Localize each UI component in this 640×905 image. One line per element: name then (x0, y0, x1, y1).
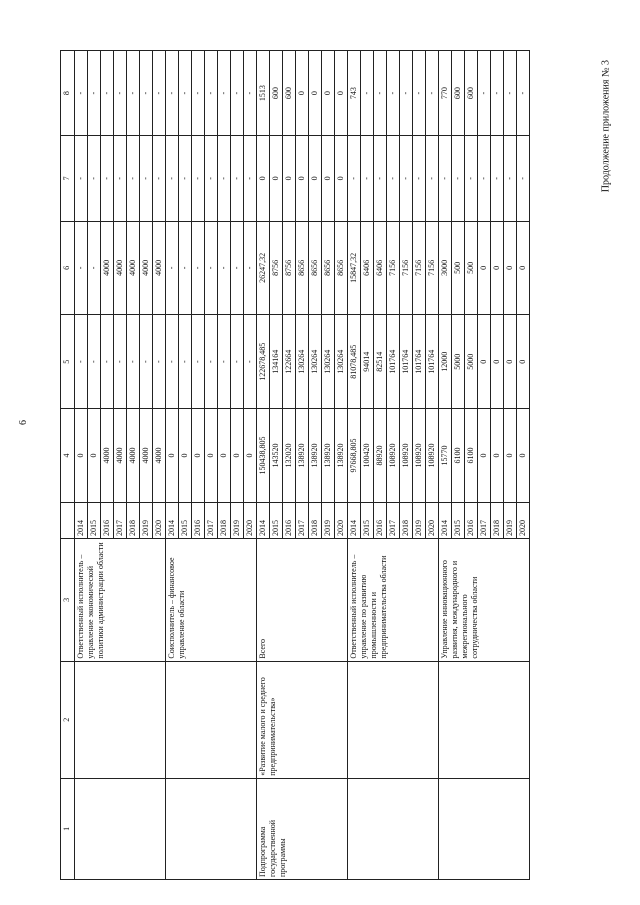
value-cell: - (439, 136, 452, 221)
value-cell: 7156 (426, 221, 439, 315)
value-cell: - (218, 51, 231, 136)
value-cell: - (205, 315, 218, 409)
value-cell: 94014 (361, 315, 374, 409)
value-cell: 8656 (296, 221, 309, 315)
value-cell: 600 (283, 51, 296, 136)
value-cell: - (101, 51, 114, 136)
year-cell: 2019 (140, 502, 153, 538)
value-cell: 130264 (309, 315, 322, 409)
value-cell: 4000 (101, 221, 114, 315)
value-cell: - (413, 136, 426, 221)
value-cell: 132020 (283, 409, 296, 503)
value-cell: 600 (465, 51, 478, 136)
value-cell: - (166, 136, 179, 221)
value-cell: - (75, 51, 88, 136)
value-cell: 500 (465, 221, 478, 315)
value-cell: - (426, 51, 439, 136)
year-cell: 2016 (192, 502, 205, 538)
col-header-2: 2 (61, 661, 75, 778)
value-cell: - (231, 51, 244, 136)
value-cell: - (361, 51, 374, 136)
executor-cell: Ответственный исполнитель – управление экономической политики администрации области (75, 539, 166, 662)
value-cell: 0 (491, 221, 504, 315)
program-type-cell (439, 778, 530, 879)
value-cell: 0 (478, 409, 491, 503)
value-cell: - (218, 315, 231, 409)
value-cell: - (166, 315, 179, 409)
value-cell: 88920 (374, 409, 387, 503)
year-cell: 2015 (361, 502, 374, 538)
year-cell: 2014 (257, 502, 270, 538)
year-cell: 2018 (309, 502, 322, 538)
value-cell: - (504, 136, 517, 221)
year-cell: 2019 (231, 502, 244, 538)
value-cell: 4000 (153, 221, 166, 315)
value-cell: 122678,485 (257, 315, 270, 409)
year-cell: 2019 (322, 502, 335, 538)
program-name-cell (75, 661, 166, 778)
value-cell: - (205, 51, 218, 136)
value-cell: 0 (296, 51, 309, 136)
value-cell: - (75, 136, 88, 221)
value-cell: 0 (517, 221, 530, 315)
value-cell: 108920 (387, 409, 400, 503)
value-cell: - (88, 51, 101, 136)
value-cell: - (88, 221, 101, 315)
value-cell: - (153, 315, 166, 409)
year-cell: 2014 (75, 502, 88, 538)
table-row (166, 51, 179, 880)
value-cell: - (244, 136, 257, 221)
value-cell: 7156 (387, 221, 400, 315)
year-cell: 2019 (504, 502, 517, 538)
value-cell: 8656 (322, 221, 335, 315)
col-header-6: 6 (61, 221, 75, 315)
value-cell: 0 (205, 409, 218, 503)
col-header-4: 4 (61, 409, 75, 503)
value-cell: 8756 (283, 221, 296, 315)
value-cell: 122664 (283, 315, 296, 409)
year-cell: 2015 (179, 502, 192, 538)
value-cell: 101764 (400, 315, 413, 409)
value-cell: 8656 (309, 221, 322, 315)
budget-table (60, 50, 530, 880)
value-cell: 0 (192, 409, 205, 503)
value-cell: 101764 (426, 315, 439, 409)
value-cell: - (192, 221, 205, 315)
value-cell: 101764 (387, 315, 400, 409)
value-cell: - (231, 136, 244, 221)
year-cell: 2020 (517, 502, 530, 538)
value-cell: - (75, 315, 88, 409)
value-cell: - (127, 136, 140, 221)
value-cell: - (244, 221, 257, 315)
value-cell: 0 (504, 409, 517, 503)
year-cell: 2017 (387, 502, 400, 538)
value-cell: 0 (257, 136, 270, 221)
year-cell: 2017 (114, 502, 127, 538)
value-cell: - (101, 315, 114, 409)
value-cell: 4000 (101, 409, 114, 503)
value-cell: 0 (322, 136, 335, 221)
value-cell: - (179, 136, 192, 221)
value-cell: 82514 (374, 315, 387, 409)
value-cell: - (231, 221, 244, 315)
year-cell: 2017 (296, 502, 309, 538)
year-cell: 2016 (374, 502, 387, 538)
value-cell: - (491, 51, 504, 136)
value-cell: - (517, 51, 530, 136)
value-cell: - (205, 221, 218, 315)
value-cell: 0 (179, 409, 192, 503)
value-cell: 97668,805 (348, 409, 361, 503)
value-cell: - (114, 136, 127, 221)
value-cell: 5000 (452, 315, 465, 409)
value-cell: - (153, 51, 166, 136)
value-cell: - (426, 136, 439, 221)
value-cell: 0 (517, 409, 530, 503)
value-cell: 743 (348, 51, 361, 136)
value-cell: - (179, 51, 192, 136)
value-cell: 0 (309, 51, 322, 136)
value-cell: - (465, 136, 478, 221)
value-cell: - (387, 51, 400, 136)
value-cell: 0 (296, 136, 309, 221)
value-cell: 0 (504, 221, 517, 315)
value-cell: - (75, 221, 88, 315)
value-cell: - (413, 51, 426, 136)
year-cell: 2019 (413, 502, 426, 538)
value-cell: 0 (218, 409, 231, 503)
table-row (257, 51, 270, 880)
value-cell: - (88, 315, 101, 409)
value-cell: 138920 (322, 409, 335, 503)
year-cell: 2018 (127, 502, 140, 538)
value-cell: 1513 (257, 51, 270, 136)
value-cell: 130264 (335, 315, 348, 409)
value-cell: 101764 (413, 315, 426, 409)
year-cell: 2015 (270, 502, 283, 538)
col-header-3: 3 (61, 539, 75, 662)
year-cell: 2015 (452, 502, 465, 538)
value-cell: - (374, 136, 387, 221)
value-cell: 770 (439, 51, 452, 136)
value-cell: - (244, 315, 257, 409)
value-cell: - (517, 136, 530, 221)
value-cell: - (166, 51, 179, 136)
table-body (75, 51, 530, 880)
value-cell: - (400, 51, 413, 136)
year-cell: 2018 (491, 502, 504, 538)
year-cell: 2020 (244, 502, 257, 538)
column-number-row (61, 51, 75, 880)
program-type-cell: Подпрограмма государственной программы (257, 778, 348, 879)
value-cell: - (192, 51, 205, 136)
value-cell: 4000 (114, 221, 127, 315)
value-cell: 150438,805 (257, 409, 270, 503)
table-row (439, 51, 452, 880)
year-cell: 2014 (348, 502, 361, 538)
value-cell: - (387, 136, 400, 221)
year-cell: 2020 (153, 502, 166, 538)
value-cell: 600 (452, 51, 465, 136)
value-cell: 600 (270, 51, 283, 136)
value-cell: - (127, 315, 140, 409)
value-cell: 0 (322, 51, 335, 136)
value-cell: - (218, 221, 231, 315)
program-name-cell (348, 661, 439, 778)
value-cell: 138920 (335, 409, 348, 503)
value-cell: - (348, 136, 361, 221)
value-cell: - (400, 136, 413, 221)
value-cell: - (205, 136, 218, 221)
program-type-cell (348, 778, 439, 879)
value-cell: 6100 (465, 409, 478, 503)
value-cell: 500 (452, 221, 465, 315)
year-cell: 2016 (465, 502, 478, 538)
value-cell: - (504, 51, 517, 136)
value-cell: 4000 (114, 409, 127, 503)
value-cell: 0 (335, 51, 348, 136)
value-cell: 0 (504, 315, 517, 409)
value-cell: - (218, 136, 231, 221)
value-cell: - (166, 221, 179, 315)
value-cell: 0 (270, 136, 283, 221)
col-header-year (61, 502, 75, 538)
year-cell: 2020 (426, 502, 439, 538)
value-cell: 138920 (296, 409, 309, 503)
value-cell: 6406 (361, 221, 374, 315)
value-cell: - (114, 51, 127, 136)
year-cell: 2017 (205, 502, 218, 538)
value-cell: 4000 (127, 221, 140, 315)
value-cell: 8756 (270, 221, 283, 315)
value-cell: 15847,32 (348, 221, 361, 315)
value-cell: - (140, 315, 153, 409)
value-cell: - (231, 315, 244, 409)
col-header-1: 1 (61, 778, 75, 879)
year-cell: 2016 (101, 502, 114, 538)
program-name-cell (439, 661, 530, 778)
year-cell: 2016 (283, 502, 296, 538)
rotated-table-container (60, 50, 580, 880)
value-cell: 130264 (322, 315, 335, 409)
value-cell: 5000 (465, 315, 478, 409)
year-cell: 2014 (166, 502, 179, 538)
executor-cell: Всего (257, 539, 348, 662)
value-cell: - (452, 136, 465, 221)
value-cell: 0 (517, 315, 530, 409)
value-cell: - (140, 51, 153, 136)
executor-cell: Соисполнитель – финансовое управление области (166, 539, 257, 662)
value-cell: - (153, 136, 166, 221)
value-cell: 0 (166, 409, 179, 503)
value-cell: 6100 (452, 409, 465, 503)
value-cell: 0 (244, 409, 257, 503)
value-cell: - (478, 136, 491, 221)
program-name-cell (166, 661, 257, 778)
value-cell: 12000 (439, 315, 452, 409)
year-cell: 2014 (439, 502, 452, 538)
value-cell: - (478, 51, 491, 136)
value-cell: 3000 (439, 221, 452, 315)
program-type-cell (75, 778, 166, 879)
value-cell: 8656 (335, 221, 348, 315)
value-cell: 7156 (400, 221, 413, 315)
value-cell: 0 (478, 221, 491, 315)
value-cell: 108920 (426, 409, 439, 503)
value-cell: 6406 (374, 221, 387, 315)
value-cell: - (192, 136, 205, 221)
value-cell: 26247,32 (257, 221, 270, 315)
program-name-cell: «Развитие малого и среднего предпринимательства» (257, 661, 348, 778)
value-cell: 0 (75, 409, 88, 503)
col-header-7: 7 (61, 136, 75, 221)
program-type-cell (166, 778, 257, 879)
value-cell: 100420 (361, 409, 374, 503)
value-cell: 4000 (153, 409, 166, 503)
value-cell: 0 (309, 136, 322, 221)
value-cell: - (101, 136, 114, 221)
page-number: 6 (18, 420, 29, 425)
value-cell: 0 (283, 136, 296, 221)
value-cell: 143520 (270, 409, 283, 503)
year-cell: 2020 (335, 502, 348, 538)
col-header-5: 5 (61, 315, 75, 409)
value-cell: - (179, 221, 192, 315)
value-cell: 108920 (413, 409, 426, 503)
value-cell: - (127, 51, 140, 136)
value-cell: - (374, 51, 387, 136)
value-cell: 0 (491, 315, 504, 409)
year-cell: 2015 (88, 502, 101, 538)
value-cell: 138920 (309, 409, 322, 503)
value-cell: - (140, 136, 153, 221)
value-cell: 15770 (439, 409, 452, 503)
value-cell: - (491, 136, 504, 221)
value-cell: 4000 (140, 409, 153, 503)
value-cell: 0 (231, 409, 244, 503)
value-cell: - (361, 136, 374, 221)
value-cell: 0 (335, 136, 348, 221)
value-cell: 0 (478, 315, 491, 409)
year-cell: 2017 (478, 502, 491, 538)
value-cell: 0 (88, 409, 101, 503)
value-cell: - (179, 315, 192, 409)
executor-cell: Управление инновационного развития, международного и межрегионального сотрудничества области (439, 539, 530, 662)
year-cell: 2018 (218, 502, 231, 538)
table-row (75, 51, 88, 880)
value-cell: 108920 (400, 409, 413, 503)
value-cell: 4000 (127, 409, 140, 503)
value-cell: 130264 (296, 315, 309, 409)
appendix-continuation-note: Продолжение приложения № 3 (600, 60, 611, 193)
value-cell: - (192, 315, 205, 409)
value-cell: 7156 (413, 221, 426, 315)
value-cell: 0 (491, 409, 504, 503)
value-cell: - (244, 51, 257, 136)
table-row (348, 51, 361, 880)
value-cell: 4000 (140, 221, 153, 315)
col-header-8: 8 (61, 51, 75, 136)
value-cell: - (88, 136, 101, 221)
value-cell: - (114, 315, 127, 409)
value-cell: 134164 (270, 315, 283, 409)
value-cell: 81078,485 (348, 315, 361, 409)
executor-cell: Ответственный исполнитель – управление по развитию промышленности и предпринимательства области (348, 539, 439, 662)
year-cell: 2018 (400, 502, 413, 538)
